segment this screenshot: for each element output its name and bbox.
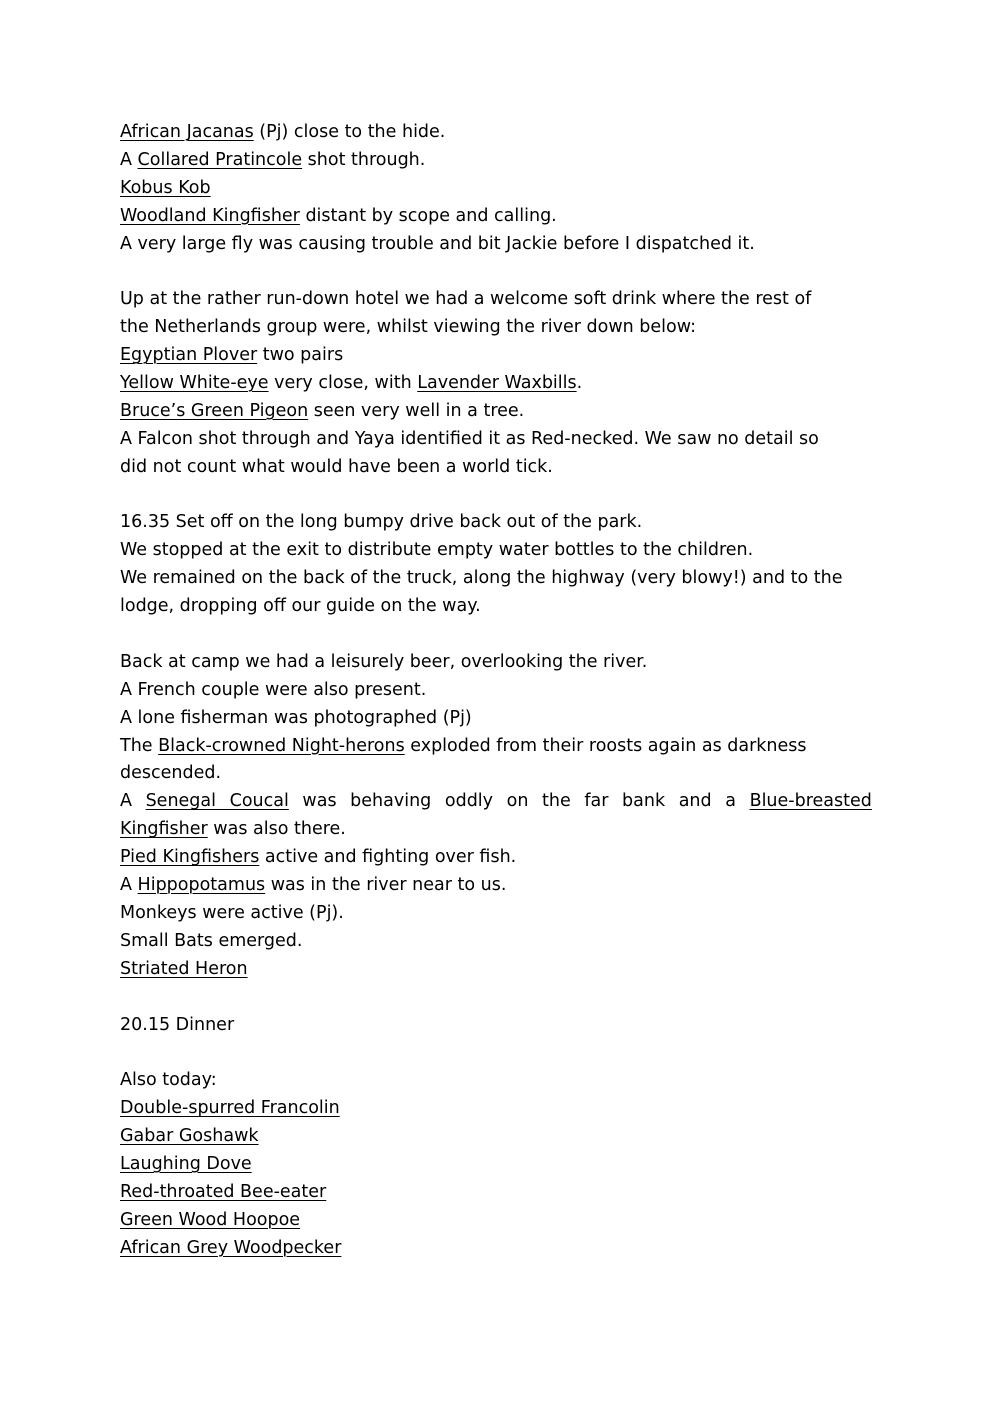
list-item bbox=[120, 1123, 872, 1151]
line-kingfisher-there bbox=[120, 816, 872, 844]
line-text: active and fighting over fish. bbox=[259, 847, 517, 868]
line-hotel-2: the Netherlands group were, whilst viewing the river down below: bbox=[120, 317, 696, 338]
line-pied-kingfishers bbox=[120, 844, 872, 872]
line-kob bbox=[120, 175, 872, 203]
paragraph-gap bbox=[120, 1039, 872, 1067]
paragraph-gap bbox=[120, 984, 872, 1012]
line-set-off: 16.35 Set off on the long bumpy drive back out of the park. bbox=[120, 512, 643, 533]
species-african-jacanas: African Jacanas bbox=[120, 122, 254, 142]
line-monkeys: Monkeys were active (Pj). bbox=[120, 902, 344, 923]
line-text: was in the river near to us. bbox=[265, 875, 507, 896]
line-text: . bbox=[576, 373, 583, 394]
species-lavender-waxbills: Lavender Waxbills bbox=[417, 373, 577, 394]
species-kobus-kob: Kobus Kob bbox=[120, 177, 211, 198]
species-african-grey-woodpecker: African Grey Woodpecker bbox=[120, 1237, 342, 1258]
line-jacanas bbox=[120, 119, 872, 147]
species-striated-heron: Striated Heron bbox=[120, 958, 248, 979]
line-text: A bbox=[120, 875, 138, 896]
word: bank bbox=[622, 791, 666, 812]
paragraph-gap bbox=[120, 621, 872, 649]
species-collared-pratincole: Collared Pratincole bbox=[137, 149, 303, 170]
line-text: seen very well in a tree. bbox=[308, 400, 525, 421]
line-falcon-2: did not count what would have been a world tick. bbox=[120, 456, 553, 477]
line-truck: We remained on the back of the truck, along the highway (very blowy!) and to the bbox=[120, 568, 843, 589]
line-pigeon bbox=[120, 398, 872, 426]
word: oddly bbox=[444, 791, 494, 812]
list-item bbox=[120, 1179, 872, 1207]
species-bruces-green-pigeon: Bruce’s Green Pigeon bbox=[120, 400, 309, 421]
word: was bbox=[302, 791, 337, 812]
line-woodland-kingfisher bbox=[120, 203, 872, 231]
line-text: (Pj) close to the hide. bbox=[253, 122, 446, 142]
species-senegal-coucal: Senegal Coucal bbox=[145, 791, 289, 812]
word: a bbox=[725, 791, 736, 812]
species-kingfisher: Kingfisher bbox=[120, 819, 208, 840]
species-gabar-goshawk: Gabar Goshawk bbox=[120, 1126, 259, 1147]
line-french: A French couple were also present. bbox=[120, 679, 427, 700]
list-item bbox=[120, 1207, 872, 1235]
line-text: two pairs bbox=[257, 345, 344, 366]
paragraph-gap bbox=[120, 258, 872, 286]
line-descended: descended. bbox=[120, 763, 222, 784]
word: on bbox=[506, 791, 529, 812]
document-page bbox=[120, 119, 872, 1263]
word: and bbox=[678, 791, 712, 812]
species-blue-breasted: Blue-breasted bbox=[749, 791, 872, 812]
line-striated-heron bbox=[120, 956, 872, 984]
line-lodge: lodge, dropping off our guide on the way. bbox=[120, 596, 481, 617]
line-fly: A very large fly was causing trouble and bit Jackie before I dispatched it. bbox=[120, 233, 755, 254]
species-laughing-dove: Laughing Dove bbox=[120, 1153, 252, 1174]
species-hippopotamus: Hippopotamus bbox=[137, 875, 266, 896]
line-hotel-1: Up at the rather run-down hotel we had a welcome soft drink where the rest of bbox=[120, 289, 812, 310]
paragraph-gap bbox=[120, 482, 872, 510]
also-today-heading: Also today: bbox=[120, 1070, 217, 1091]
line-white-eye bbox=[120, 370, 872, 398]
word: the bbox=[542, 791, 571, 812]
list-item bbox=[120, 1151, 872, 1179]
species-black-crowned-night-herons: Black-crowned Night-herons bbox=[158, 735, 405, 756]
line-text: The bbox=[120, 735, 159, 756]
species-pied-kingfishers: Pied Kingfishers bbox=[120, 847, 260, 868]
list-item bbox=[120, 1235, 872, 1263]
line-fisherman: A lone fisherman was photographed (Pj) bbox=[120, 707, 472, 728]
list-item bbox=[120, 1095, 872, 1123]
line-bats: Small Bats emerged. bbox=[120, 930, 303, 951]
line-text: exploded from their roosts again as darkness bbox=[404, 735, 807, 756]
word: far bbox=[584, 791, 609, 812]
species-egyptian-plover: Egyptian Plover bbox=[120, 345, 258, 366]
species-double-spurred-francolin: Double-spurred Francolin bbox=[120, 1098, 340, 1119]
line-pratincole bbox=[120, 147, 872, 175]
line-coucal bbox=[120, 788, 872, 816]
line-text: A bbox=[120, 149, 138, 170]
species-yellow-white-eye: Yellow White-eye bbox=[120, 373, 269, 394]
line-exit: We stopped at the exit to distribute empty water bottles to the children. bbox=[120, 540, 754, 561]
line-text: very close, with bbox=[268, 373, 418, 394]
species-red-throated-bee-eater: Red-throated Bee-eater bbox=[120, 1181, 327, 1202]
word: A bbox=[120, 791, 132, 812]
line-beer: Back at camp we had a leisurely beer, overlooking the river. bbox=[120, 651, 648, 672]
species-woodland-kingfisher: Woodland Kingfisher bbox=[120, 205, 300, 226]
line-falcon-1: A Falcon shot through and Yaya identified it as Red-necked. We saw no detail so bbox=[120, 428, 819, 449]
line-text: shot through. bbox=[302, 149, 426, 170]
line-dinner: 20.15 Dinner bbox=[120, 1014, 235, 1035]
line-night-herons bbox=[120, 733, 872, 761]
species-green-wood-hoopoe: Green Wood Hoopoe bbox=[120, 1209, 301, 1230]
line-hippo bbox=[120, 872, 872, 900]
line-text: distant by scope and calling. bbox=[299, 205, 557, 226]
line-text: was also there. bbox=[207, 819, 346, 840]
line-plover bbox=[120, 342, 872, 370]
word: behaving bbox=[350, 791, 432, 812]
